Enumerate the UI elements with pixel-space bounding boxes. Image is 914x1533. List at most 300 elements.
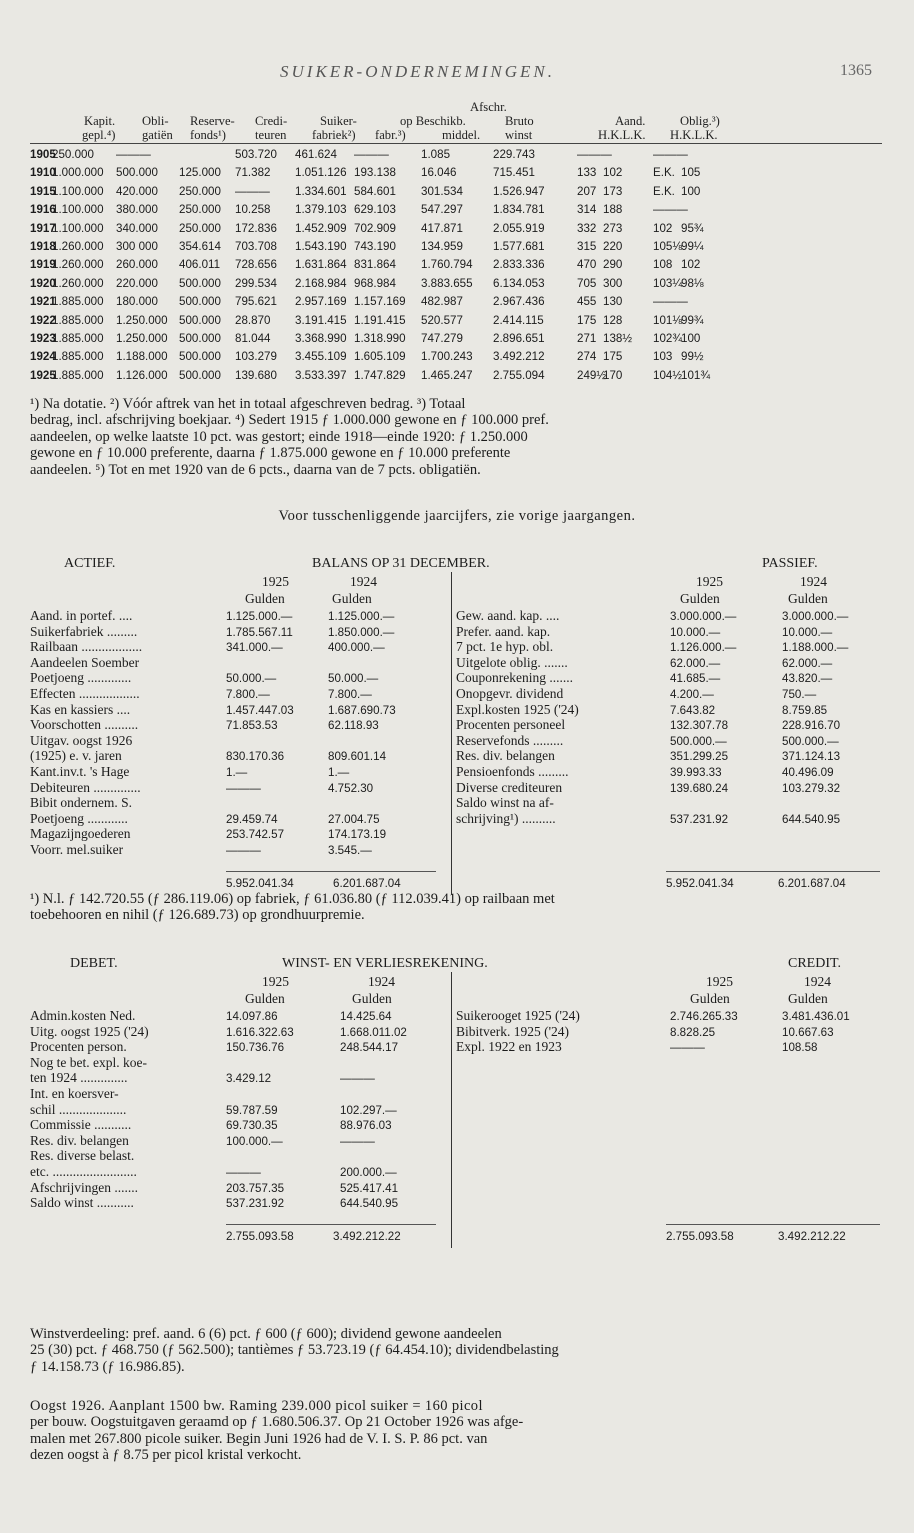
stat-cell-ak1: 470 <box>577 258 597 272</box>
stat-row <box>30 182 882 200</box>
stat-cell-mid: 520.577 <box>421 313 463 327</box>
stat-cell-y: 1923 <box>30 331 56 345</box>
statement-line <box>30 733 882 749</box>
stat-cell-y: 1915 <box>30 184 56 198</box>
left-item-label: Effecten .................. <box>30 685 140 701</box>
stat-cell-obl: 420.000 <box>116 184 158 198</box>
header-row-2 <box>30 114 882 128</box>
header-winst: winst <box>505 128 533 142</box>
stat-cell-sui: 3.533.397 <box>295 368 347 382</box>
column-divider <box>451 972 452 1248</box>
statement-line <box>30 1055 882 1071</box>
statement-line <box>30 1070 882 1086</box>
currency-label: Gulden <box>352 991 392 1006</box>
right-item-value-1924: 62.000.— <box>782 656 833 670</box>
left-item-label: Suikerfabriek ......... <box>30 623 138 639</box>
right-item-label: Procenten personeel <box>456 717 566 733</box>
stat-row <box>30 366 882 384</box>
left-item-value-1924: 27.004.75 <box>328 812 380 826</box>
header-suiker: Suiker- <box>320 114 357 128</box>
left-item-label: Procenten person. <box>30 1039 127 1055</box>
right-item-value-1925: 2.746.265.33 <box>670 1010 738 1023</box>
left-item-label: (1925) e. v. jaren <box>30 748 122 764</box>
left-item-value-1924: 1.125.000.— <box>328 610 395 623</box>
total-total-r-a: 5.952.041.34 <box>666 877 734 891</box>
left-item-label: ten 1924 .............. <box>30 1070 128 1086</box>
year-1925: 1925 <box>706 974 733 989</box>
stat-row <box>30 347 882 365</box>
statistics-table <box>30 100 882 382</box>
header-obli: Obli- <box>142 114 169 128</box>
stat-cell-ak2: 175 <box>603 350 623 364</box>
right-item-value-1924: 1.188.000.— <box>782 641 849 655</box>
stat-cell-sui: 1.543.190 <box>295 239 347 253</box>
stat-cell-cre: 503.720 <box>235 148 277 161</box>
header-middel: middel. <box>442 128 481 142</box>
right-item-label: Couponrekening ....... <box>456 670 573 686</box>
running-head <box>0 62 914 86</box>
stat-row <box>30 219 882 237</box>
stat-cell-bes: 1.605.109 <box>354 350 406 364</box>
stat-cell-ob1: 103¼ <box>653 276 683 290</box>
stat-cell-res: 500.000 <box>179 276 221 290</box>
left-item-label: etc. ......................... <box>30 1163 137 1179</box>
balance-title: BALANS OP 31 DECEMBER. <box>312 556 490 571</box>
currency-label: Gulden <box>788 591 828 606</box>
left-item-label: Aand. in portef. .... <box>30 608 133 623</box>
stat-cell-obl: 260.000 <box>116 258 158 272</box>
harvest-line: Oogst 1926. Aanplant 1500 bw. Raming 239.000 picol suiker = 160 picol <box>30 1398 483 1414</box>
statement-line <box>30 1117 882 1133</box>
stat-cell-ob1: 103 <box>653 350 673 364</box>
left-item-value-1924: 174.173.19 <box>328 828 387 842</box>
stat-cell-ak2: 130 <box>603 295 623 309</box>
stat-cell-kap: 1.885.000 <box>52 331 104 345</box>
stat-cell-bes: ——— <box>354 148 389 161</box>
left-item-value-1925: 29.459.74 <box>226 812 278 826</box>
stat-cell-ob1: E.K. <box>653 184 675 198</box>
right-item-value-1925: 39.993.33 <box>670 765 722 779</box>
statement-line <box>30 655 882 671</box>
currency-label: Gulden <box>788 991 828 1006</box>
stat-cell-ak2: 102 <box>603 166 623 180</box>
stat-cell-cre: 28.870 <box>235 313 271 327</box>
currency-label: Gulden <box>245 991 285 1006</box>
stat-cell-obl: 380.000 <box>116 203 158 217</box>
statement-line <box>30 670 882 686</box>
stat-cell-ak1: 274 <box>577 350 597 364</box>
stat-cell-obl: 180.000 <box>116 295 158 309</box>
statement-line <box>30 608 882 624</box>
pl-year-row <box>30 974 882 991</box>
right-item-label: Diverse crediteuren <box>456 779 563 795</box>
stat-cell-y: 1924 <box>30 350 56 364</box>
stat-cell-ak2: 128 <box>603 313 623 327</box>
stat-cell-res: 500.000 <box>179 295 221 309</box>
left-item-label: Uitg. oogst 1925 ('24) <box>30 1023 149 1039</box>
statement-line <box>30 1086 882 1102</box>
stat-cell-y: 1917 <box>30 221 56 235</box>
balance-footnote: toebehooren en nihil (ƒ 126.689.73) op grondhuurpremie. <box>30 907 365 924</box>
stat-cell-kap: 1.260.000 <box>52 239 104 253</box>
stat-cell-cre: 71.382 <box>235 166 271 180</box>
stat-cell-kap: 1.000.000 <box>52 166 104 180</box>
statement-line <box>30 748 882 764</box>
stat-cell-res: 500.000 <box>179 331 221 345</box>
left-item-value-1924: 644.540.95 <box>340 1197 399 1211</box>
left-item-label: Railbaan .................. <box>30 639 143 655</box>
right-item-label: Bibitverk. 1925 ('24) <box>456 1023 570 1039</box>
stat-cell-sui: 461.624 <box>295 148 337 161</box>
left-item-value-1925: 537.231.92 <box>226 1197 285 1211</box>
left-item-value-1925: 7.800.— <box>226 687 270 701</box>
header-hklk-1: H.K.L.K. <box>598 128 646 142</box>
right-item-value-1924: 3.481.436.01 <box>782 1010 850 1023</box>
right-item-value-1925: 1.126.000.— <box>670 641 737 655</box>
currency-label: Gulden <box>332 591 372 606</box>
footnote-line: aandeelen, op welke laatste 10 pct. was gestort; einde 1918—einde 1920: ƒ 1.250.000 <box>30 428 528 445</box>
header-row-3 <box>30 128 882 143</box>
header-bruto: Bruto <box>505 114 534 128</box>
year-1925: 1925 <box>262 974 289 989</box>
stat-cell-sui: 3.368.990 <box>295 331 347 345</box>
stat-cell-cre: ——— <box>235 184 270 198</box>
left-item-value-1925: 100.000.— <box>226 1134 283 1148</box>
header-teuren: teuren <box>255 128 287 142</box>
right-item-label: Uitgelote oblig. ....... <box>456 654 568 670</box>
stat-cell-cre: 795.621 <box>235 295 277 309</box>
right-item-value-1925: 132.307.78 <box>670 719 729 733</box>
stat-cell-ob2: 99¾ <box>681 313 704 327</box>
statement-line <box>30 842 882 858</box>
stat-cell-win: 715.451 <box>493 166 535 180</box>
right-item-value-1924: 10.000.— <box>782 625 833 639</box>
stat-cell-mid: 1.085 <box>421 148 451 161</box>
right-item-value-1925: 351.299.25 <box>670 750 729 764</box>
left-item-label: Afschrijvingen ....... <box>30 1179 138 1195</box>
stat-row <box>30 274 882 292</box>
distribution-line: ƒ 14.158.73 (ƒ 16.986.85). <box>30 1358 185 1375</box>
left-item-value-1924: 14.425.64 <box>340 1010 392 1023</box>
left-item-value-1925: ——— <box>226 843 261 857</box>
harvest-line: dezen oogst à ƒ 8.75 per picol kristal verkocht. <box>30 1447 302 1464</box>
stat-cell-bes: 1.318.990 <box>354 331 406 345</box>
footnote-line: gewone en ƒ 10.000 preferente, daarna ƒ 1.875.000 gewone en ƒ 10.000 preferente <box>30 445 511 462</box>
stat-cell-y: 1925 <box>30 368 56 382</box>
balance-currency-row <box>30 591 882 608</box>
stat-cell-ak2: 273 <box>603 221 623 235</box>
stat-cell-y: 1910 <box>30 166 56 180</box>
stat-cell-ak1: 249½ <box>577 368 607 382</box>
balance-body <box>30 608 882 923</box>
stat-cell-kap: 1.100.000 <box>52 221 104 235</box>
stat-cell-ak1: 332 <box>577 221 597 235</box>
stat-cell-mid: 1.465.247 <box>421 368 473 382</box>
statement-line <box>30 702 882 718</box>
right-item-value-1924: 3.000.000.— <box>782 610 849 623</box>
left-item-value-1925: 1.125.000.— <box>226 610 293 623</box>
stat-cell-bes: 1.191.415 <box>354 313 406 327</box>
right-item-label: Gew. aand. kap. .... <box>456 608 560 623</box>
stat-cell-res: 250.000 <box>179 184 221 198</box>
currency-label: Gulden <box>680 591 720 606</box>
stat-cell-win: 2.967.436 <box>493 295 545 309</box>
right-item-value-1924: 103.279.32 <box>782 781 841 795</box>
stat-cell-ak2: 170 <box>603 368 623 382</box>
right-item-label: Saldo winst na af- <box>456 795 554 811</box>
balance-footnote: ¹) N.l. ƒ 142.720.55 (ƒ 286.119.06) op fabriek, ƒ 61.036.80 (ƒ 112.039.41) op railbaan met <box>30 891 555 908</box>
distribution-line: 25 (30) pct. ƒ 468.750 (ƒ 562.500); tantièmes ƒ 53.723.19 (ƒ 64.454.10); dividendbelasting <box>30 1342 559 1359</box>
left-item-label: Kant.inv.t. 's Hage <box>30 763 130 779</box>
stat-cell-bes: 1.747.829 <box>354 368 406 382</box>
previous-years-note: Voor tusschenliggende jaarcijfers, zie vorige jaargangen. <box>278 508 636 524</box>
right-item-value-1924: 108.58 <box>782 1041 818 1055</box>
stat-cell-sui: 1.452.909 <box>295 221 347 235</box>
stat-cell-bes: 629.103 <box>354 203 396 217</box>
stat-cell-win: 1.834.781 <box>493 203 545 217</box>
stat-cell-ob1: 105⅛ <box>653 239 683 253</box>
stat-cell-cre: 728.656 <box>235 258 277 272</box>
left-item-value-1924: 102.297.— <box>340 1103 397 1117</box>
stat-cell-obl: 1.250.000 <box>116 313 168 327</box>
harvest-line: malen met 267.800 picole suiker. Begin Juni 1926 had de V. I. S. P. 86 pct. van <box>30 1430 488 1447</box>
header-row-1 <box>30 100 882 114</box>
stat-cell-win: 6.134.053 <box>493 276 545 290</box>
totals-rule <box>666 1224 880 1225</box>
stat-cell-cre: 10.258 <box>235 203 271 217</box>
right-item-value-1925: 537.231.92 <box>670 812 729 826</box>
stat-cell-kap: 1.100.000 <box>52 184 104 198</box>
stat-cell-obl: ——— <box>116 148 151 161</box>
column-divider <box>451 572 452 895</box>
credit-title: CREDIT. <box>788 956 842 971</box>
stat-row <box>30 311 882 329</box>
stat-cell-mid: 547.297 <box>421 203 463 217</box>
header-credi: Credi- <box>255 114 288 128</box>
stat-cell-y: 1921 <box>30 295 56 309</box>
profit-distribution <box>30 1326 882 1375</box>
year-1924: 1924 <box>368 974 395 989</box>
total-total-l-a: 5.952.041.34 <box>226 877 294 891</box>
stat-cell-y: 1918 <box>30 239 56 253</box>
stat-cell-res: 125.000 <box>179 166 221 180</box>
statement-line <box>30 1008 882 1024</box>
left-item-value-1925: 830.170.36 <box>226 750 285 764</box>
left-item-label: Debiteuren .............. <box>30 779 141 795</box>
statement-line <box>30 686 882 702</box>
stat-cell-ob1: ——— <box>653 203 688 217</box>
right-item-value-1925: 8.828.25 <box>670 1025 716 1039</box>
right-item-value-1925: 62.000.— <box>670 656 721 670</box>
left-item-label: Res. div. belangen <box>30 1132 129 1148</box>
statement-line <box>30 1180 882 1196</box>
stat-cell-ob1: 104½ <box>653 368 683 382</box>
stat-cell-ak1: 133 <box>577 166 597 180</box>
stat-cell-mid: 747.279 <box>421 331 463 345</box>
left-item-value-1924: 3.545.— <box>328 843 372 857</box>
total-total-l-b: 6.201.687.04 <box>333 877 401 891</box>
stat-cell-sui: 3.455.109 <box>295 350 347 364</box>
statement-line <box>30 639 882 655</box>
statement-line <box>30 717 882 733</box>
stat-cell-sui: 1.631.864 <box>295 258 347 272</box>
stat-cell-ak2: 188 <box>603 203 623 217</box>
statement-line <box>30 1024 882 1040</box>
header-reserve: Reserve- <box>190 114 235 128</box>
stat-cell-kap: 1.885.000 <box>52 350 104 364</box>
right-item-value-1924: 644.540.95 <box>782 812 841 826</box>
right-item-value-1924: 228.916.70 <box>782 719 841 733</box>
stat-cell-bes: 1.157.169 <box>354 295 406 309</box>
total-total-r-a: 2.755.093.58 <box>666 1230 734 1244</box>
stat-cell-ak2: 173 <box>603 184 623 198</box>
stat-cell-sui: 2.957.169 <box>295 295 347 309</box>
balance-sheet <box>30 556 882 923</box>
stat-cell-bes: 743.190 <box>354 239 396 253</box>
stat-cell-sui: 2.168.984 <box>295 276 347 290</box>
right-item-value-1924: 371.124.13 <box>782 750 841 764</box>
right-item-value-1925: ——— <box>670 1041 705 1055</box>
right-item-label: Reservefonds ......... <box>456 732 564 748</box>
right-item-label: Onopgevr. dividend <box>456 685 564 701</box>
left-item-value-1924: 4.752.30 <box>328 781 374 795</box>
stat-cell-ob1: 102 <box>653 221 673 235</box>
left-item-label: Res. diverse belast. <box>30 1148 135 1164</box>
statement-line <box>30 1039 882 1055</box>
header-aand: Aand. <box>615 114 646 128</box>
header-gatien: gatiën <box>142 128 173 142</box>
stat-cell-obl: 1.188.000 <box>116 350 168 364</box>
stat-cell-mid: 482.987 <box>421 295 463 309</box>
right-item-label: schrijving¹) .......... <box>456 810 556 826</box>
left-item-value-1925: 1.785.567.11 <box>226 625 293 639</box>
balance-title-row <box>30 556 882 574</box>
stat-cell-ak2: 220 <box>603 239 623 253</box>
stat-cell-win: 2.414.115 <box>493 313 544 327</box>
header-kapit: Kapit. <box>84 114 116 128</box>
left-item-value-1925: 1.— <box>226 765 248 779</box>
stat-cell-ak1: 455 <box>577 295 597 309</box>
stat-cell-ob1: 108 <box>653 258 673 272</box>
stat-cell-bes: 193.138 <box>354 166 396 180</box>
stat-cell-obl: 500.000 <box>116 166 158 180</box>
header-fabriek: fabriek²) <box>312 128 356 142</box>
header-hklk-2: H.K.L.K. <box>670 128 718 142</box>
stat-cell-cre: 139.680 <box>235 368 277 382</box>
stat-cell-res: 500.000 <box>179 350 221 364</box>
footnotes <box>30 396 882 478</box>
left-item-label: Nog te bet. expl. koe- <box>30 1054 147 1070</box>
right-item-value-1925: 41.685.— <box>670 672 721 686</box>
stat-cell-mid: 1.700.243 <box>421 350 473 364</box>
stat-cell-ob2: 100 <box>681 184 701 198</box>
stat-cell-obl: 340.000 <box>116 221 158 235</box>
stat-cell-ob2: 99½ <box>681 350 704 364</box>
pl-title: WINST- EN VERLIESREKENING. <box>282 956 488 971</box>
footnote-line: bedrag, incl. afschrijving boekjaar. ⁴) Sedert 1915 ƒ 1.000.000 gewone en ƒ 100.000 pref. <box>30 412 549 429</box>
year-1924: 1924 <box>350 574 377 589</box>
right-item-value-1924: 40.496.09 <box>782 765 834 779</box>
stat-cell-y: 1922 <box>30 313 56 327</box>
left-item-value-1925: 69.730.35 <box>226 1119 278 1133</box>
header-afschr: Afschr. <box>470 100 507 114</box>
stat-cell-kap: 1.885.000 <box>52 313 104 327</box>
stat-cell-ak1: 705 <box>577 276 597 290</box>
left-item-value-1924: 88.976.03 <box>340 1119 392 1133</box>
page-number: 1365 <box>840 62 872 79</box>
stat-row <box>30 237 882 255</box>
left-item-value-1924: ——— <box>340 1072 375 1086</box>
totals-rule <box>226 1224 436 1225</box>
stat-cell-win: 3.492.212 <box>493 350 545 364</box>
left-item-label: Voorr. mel.suiker <box>30 841 124 857</box>
stat-cell-ak2: 138½ <box>603 331 633 345</box>
header-gepl: gepl.⁴) <box>82 128 116 142</box>
stat-cell-ob1: ——— <box>653 148 688 161</box>
left-item-value-1924: 1.687.690.73 <box>328 703 396 717</box>
right-item-label: 7 pct. 1e hyp. obl. <box>456 639 554 655</box>
total-total-l-b: 3.492.212.22 <box>333 1230 401 1244</box>
left-item-value-1925: ——— <box>226 1165 261 1179</box>
left-item-value-1925: 71.853.53 <box>226 719 278 733</box>
right-item-value-1924: 10.667.63 <box>782 1025 834 1039</box>
right-item-value-1925: 4.200.— <box>670 687 714 701</box>
debet-title: DEBET. <box>70 956 118 971</box>
harvest-1926 <box>30 1398 882 1464</box>
left-item-value-1925: 50.000.— <box>226 672 277 686</box>
stat-cell-ak1: ——— <box>577 148 612 161</box>
left-item-value-1924: 7.800.— <box>328 687 372 701</box>
stat-cell-ob2: 95¾ <box>681 221 704 235</box>
passief-title: PASSIEF. <box>762 556 818 571</box>
left-item-value-1925: 3.429.12 <box>226 1072 272 1086</box>
stat-cell-y: 1905 <box>30 148 56 161</box>
stat-cell-kap: 1.260.000 <box>52 258 104 272</box>
statement-line <box>30 764 882 780</box>
total-total-r-b: 6.201.687.04 <box>778 877 846 891</box>
right-item-value-1924: 43.820.— <box>782 672 833 686</box>
stat-cell-ob1: 101⅛ <box>653 313 683 327</box>
stat-cell-ak1: 207 <box>577 184 597 198</box>
totals-line <box>30 1226 882 1244</box>
stat-cell-obl: 300 000 <box>116 239 158 253</box>
left-item-value-1924: ——— <box>340 1134 375 1148</box>
stat-cell-kap: 250.000 <box>52 148 94 161</box>
totals-rule <box>226 871 436 872</box>
totals-rule <box>666 871 880 872</box>
header-rule <box>30 143 882 144</box>
stat-cell-cre: 81.044 <box>235 331 271 345</box>
left-item-label: Aandeelen Soember <box>30 654 140 670</box>
stat-cell-ob2: 100 <box>681 331 701 345</box>
stat-cell-res: 500.000 <box>179 313 221 327</box>
stat-cell-cre: 172.836 <box>235 221 277 235</box>
left-item-value-1924: 62.118.93 <box>328 719 379 733</box>
actief-title: ACTIEF. <box>64 556 116 571</box>
statement-line <box>30 780 882 796</box>
stat-cell-win: 1.526.947 <box>493 184 545 198</box>
right-item-label: Res. div. belangen <box>456 748 555 764</box>
right-item-value-1924: 750.— <box>782 687 817 701</box>
statement-line <box>30 826 882 842</box>
left-item-value-1925: 59.787.59 <box>226 1103 278 1117</box>
left-item-value-1925: 253.742.57 <box>226 828 285 842</box>
header-fonds: fonds¹) <box>190 128 226 142</box>
stat-cell-res: 500.000 <box>179 368 221 382</box>
left-item-label: Voorschotten .......... <box>30 717 139 733</box>
stat-cell-y: 1919 <box>30 258 56 272</box>
left-item-value-1924: 50.000.— <box>328 672 379 686</box>
